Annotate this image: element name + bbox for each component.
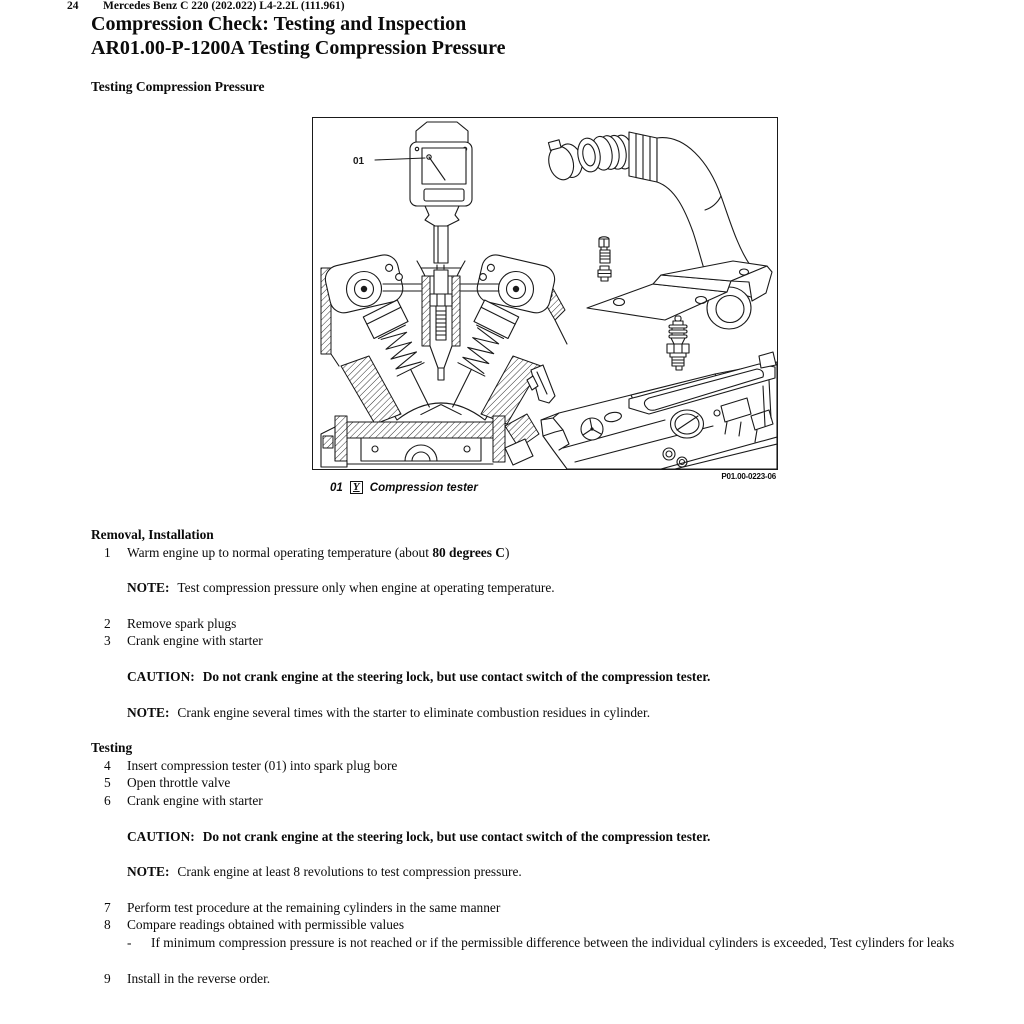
step-text	[127, 757, 971, 775]
figure-callout-label: 01	[353, 156, 365, 167]
figure-illustration	[313, 118, 777, 469]
step-number: 5	[104, 775, 111, 791]
note-callout	[127, 579, 971, 597]
procedure-section-heading: Removal, Installation	[91, 527, 214, 542]
step-row	[91, 916, 971, 934]
step-text	[127, 792, 971, 810]
special-tool-icon: Y	[350, 481, 363, 494]
step-number: 6	[104, 792, 111, 808]
step-number: 7	[104, 899, 111, 915]
page-number: 24	[67, 0, 79, 12]
figure-code: P01.00-0223-06	[721, 472, 776, 481]
caution-callout	[127, 668, 971, 686]
procedure-section-heading: Testing	[91, 740, 133, 756]
note-label: NOTE:	[127, 704, 170, 720]
header-vehicle-title: Mercedes Benz C 220 (202.022) L4-2.2L (111.961)	[103, 0, 345, 12]
step-number: 9	[104, 970, 111, 986]
spark-plug-drawing	[667, 316, 689, 370]
step-number: 3	[104, 633, 111, 649]
caution-label: CAUTION:	[127, 828, 195, 844]
text-segment: Insert compression tester (01) into spark plug bore	[127, 757, 398, 773]
caution-label: CAUTION:	[127, 668, 195, 684]
note-label: NOTE:	[127, 864, 170, 880]
step-row	[91, 970, 971, 988]
step-text	[127, 916, 971, 934]
text-segment: Open throttle valve	[127, 775, 231, 791]
figure-caption	[330, 481, 478, 494]
document-title	[91, 12, 505, 60]
caution-callout	[127, 828, 971, 846]
substep-text	[151, 934, 971, 952]
caution-text: Do not crank engine at the steering lock, but use contact switch of the compression tester.	[202, 668, 711, 684]
step-text	[127, 632, 971, 650]
step-number: 2	[104, 615, 111, 631]
text-segment: )	[504, 544, 510, 560]
text-segment: Perform test procedure at the remaining cylinders in the same manner	[127, 899, 501, 915]
substep-row	[91, 934, 971, 952]
text-segment: Remove spark plugs	[127, 615, 237, 631]
step-row	[91, 615, 971, 633]
text-segment: 80 degrees C	[432, 544, 505, 560]
engine-cross-section-drawing	[321, 252, 567, 467]
text-segment: Warm engine up to normal operating temperature (about	[127, 544, 433, 560]
step-text	[127, 774, 971, 792]
procedure-list	[91, 526, 971, 987]
note-text: Crank engine several times with the starter to eliminate combustion residues in cylinder.	[177, 704, 651, 720]
text-segment: Compare readings obtained with permissible values	[127, 917, 405, 933]
doc-title-line2: AR01.00-P-1200A Testing Compression Pressure	[91, 37, 506, 59]
caution-text: Do not crank engine at the steering lock, but use contact switch of the compression tester.	[202, 828, 711, 844]
note-text: Test compression pressure only when engine at operating temperature.	[177, 580, 555, 596]
step-number: 1	[104, 544, 111, 560]
step-row	[91, 899, 971, 917]
substep-dash: -	[127, 934, 132, 950]
text-segment: Crank engine with starter	[127, 792, 263, 808]
step-row	[91, 792, 971, 810]
oil-cap-drawing	[671, 410, 704, 438]
caption-number: 01	[330, 481, 343, 494]
text-segment: If minimum compression pressure is not reached or if the permissible difference between the individual cylinders is exceeded, Test cylinders for leaks	[151, 934, 955, 950]
step-row	[91, 544, 971, 562]
section-heading: Testing Compression Pressure	[91, 79, 265, 94]
note-text: Crank engine at least 8 revolutions to test compression pressure.	[177, 864, 522, 880]
note-callout	[127, 704, 971, 722]
text-segment: Install in the reverse order.	[127, 970, 271, 986]
step-text	[127, 615, 971, 633]
note-label: NOTE:	[127, 580, 170, 596]
step-text	[127, 899, 971, 917]
bolt-drawing	[598, 237, 611, 281]
step-number: 4	[104, 757, 111, 773]
figure-frame	[312, 117, 778, 470]
text-segment: Crank engine with starter	[127, 633, 263, 649]
caption-text: Compression tester	[369, 481, 478, 494]
step-row	[91, 757, 971, 775]
step-row	[91, 632, 971, 650]
step-text	[127, 970, 971, 988]
step-number: 8	[104, 917, 111, 933]
note-callout	[127, 863, 971, 881]
compression-tester-drawing	[410, 122, 472, 269]
step-row	[91, 774, 971, 792]
doc-title-line1: Compression Check: Testing and Inspection	[91, 13, 467, 35]
engine-cover-drawing	[527, 352, 777, 469]
step-text	[127, 544, 971, 562]
mercedes-star-icon	[581, 418, 603, 440]
